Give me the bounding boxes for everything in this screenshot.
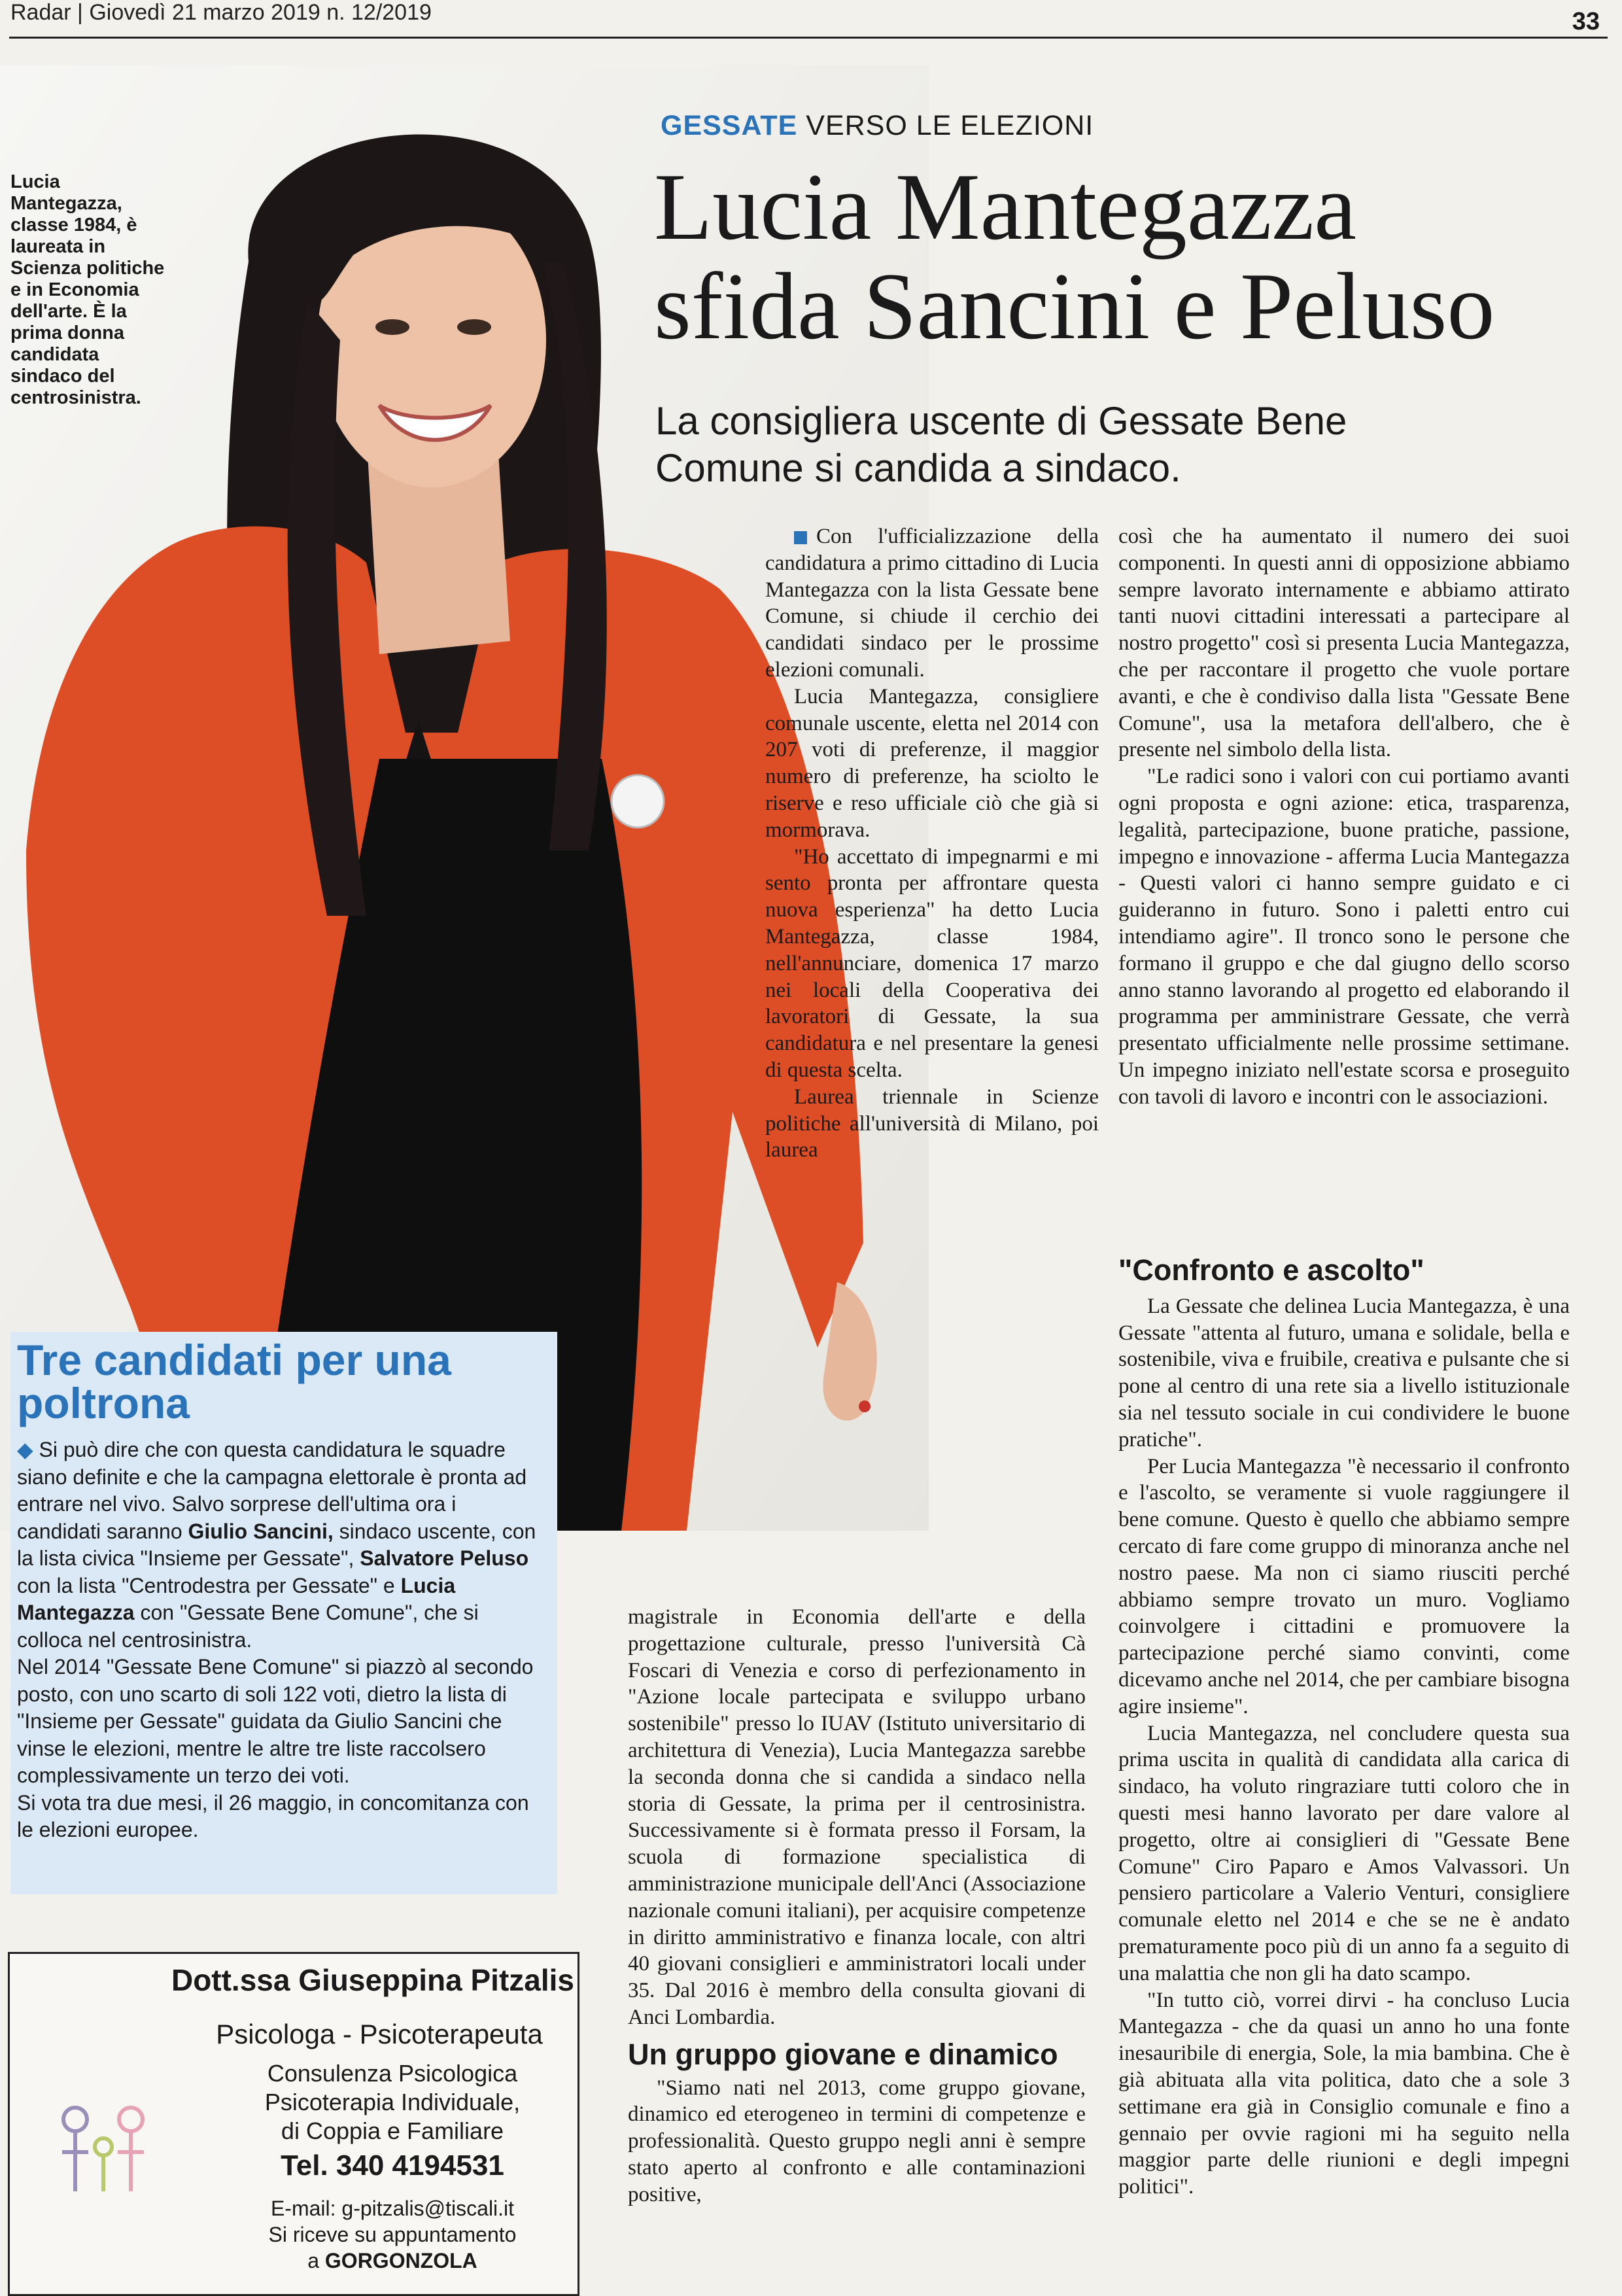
subhead-line-2: Comune si candida a sindaco.: [655, 446, 1181, 490]
article-paragraph: "Le radici sono i valori con cui portiamo avanti ogni proposta e ogni azione: etica, trasparenza, legalità, partecipazione, buone pratiche, passione, impegno e innovazione - afferma Lucia Mantegazza - Questi valori ci hanno sempre guidato e ci guideranno in futuro. Sono i paletti entro cui intendiamo agire". Il tronco sono le persone che formano il gruppo e che dal giugno dello scorso anno stanno lavorando al progetto ed elaborando il programma per amministrare Gessate, che verrà presentato ufficialmente nelle prossime settimane. Un impegno iniziato nell'estate scorsa e proseguito con tavoli di lavoro e incontri con le associazioni.: [1118, 765, 1570, 1109]
article-paragraph: magistrale in Economia dell'arte e della progettazione culturale, presso l'università Cà Foscari di Venezia e corso di perfezionamento in "Azione locale partecipata e sviluppo urbano sostenibile" presso lo IUAV (Istituto universitario di architettura di Venezia), Lucia Mantegazza sarebbe la seconda donna che si candida a sindaco nella storia di Gessate, la prima per il centrosinistra. Successivamente si è formata presso il Forsam, la scuola di formazione specialistica di amministrazione municipale dell'Anci (Associazione nazionale comuni italiani), per acquisire competenze in diritto amministrativo e finanza locale, con altri 40 giovani consiglieri e amministratori locali under 35. Dal 2016 è membro della consulta giovani di Anci Lombardia.: [628, 1605, 1086, 2029]
article-paragraph: Laurea triennale in Scienze politiche all'università di Milano, poi laurea: [765, 1085, 1099, 1162]
diamond-bullet-icon: ◆: [17, 1438, 33, 1461]
article-kicker: [661, 110, 1094, 142]
article-paragraph: così che ha aumentato il numero dei suoi componenti. In questi anni di opposizione abbiamo sempre lavorato internamente e abbiamo attirato tanti nuovi cittadini interessati a partecipare al nostro progetto" così si presenta Lucia Mantegazza, che per raccontare il progetto che vuole portare avanti, e che è condiviso dalla lista "Gessate Bene Comune", usa la metafora dell'albero, che è presente nel simbolo della lista.: [1118, 525, 1570, 762]
ad-doctor-name: Dott.ssa Giuseppina Pitzalis: [171, 1963, 575, 1997]
sidebar-paragraph: Nel 2014 "Gessate Bene Comune" si piazzò al secondo posto, con uno scarto di soli 122 voti, dietro la lista di "Insieme per Gessate" guidata da Giulio Sancini che vinse le elezioni, mentre le altre tre liste raccolsero complessivamente un terzo dei voti.: [17, 1655, 534, 1787]
candidate-name: Giulio Sancini,: [188, 1519, 334, 1543]
article-subhead: [655, 398, 1571, 492]
article-headline: [654, 154, 1609, 359]
family-logo-icon: [46, 2093, 164, 2211]
square-bullet-icon: [794, 531, 807, 544]
candidate-name: Lucia Mantegazza: [17, 1573, 456, 1624]
section-heading: Un gruppo giovane e dinamico: [628, 2037, 1058, 2071]
ad-city: a GORGONZOLA: [307, 2249, 477, 2272]
article-paragraph: La Gessate che delinea Lucia Mantegazza, è una Gessate "attenta al futuro, umana e solidale, bella e sostenibile, viva e fruibile, creativa e pulsante che si pone al centro di una rete sia a livello istituzionale sia nel tessuto sociale in cui condividere le buone pratiche".: [1118, 1294, 1570, 1452]
sidebar-paragraph: Si vota tra due mesi, il 26 maggio, in concomitanza con le elezioni europee.: [17, 1790, 529, 1841]
article-paragraph: "Siamo nati nel 2013, come gruppo giovane, dinamico ed eterogeneo in termini di competenze e professionalità. Questo gruppo negli anni è sempre stato aperto al confronto e alle contaminazioni positive,: [628, 2076, 1086, 2206]
article-paragraph: Con l'ufficializzazione della candidatura a primo cittadino di Lucia Mantegazza con la lista Gessate bene Comune, si chiude il cerchio dei candidati sindaco per le prossime elezioni comunali.: [765, 525, 1099, 682]
page-number: 33: [1572, 8, 1600, 35]
section-heading: "Confronto e ascolto": [1118, 1253, 1424, 1287]
ad-service: di Coppia e Familiare: [281, 2117, 504, 2144]
article-column-1: [765, 523, 1099, 1164]
article-paragraph: "Ho accettato di impegnarmi e mi sento pronta per affrontare questa nuova esperienza" ha detto Lucia Mantegazza, classe 1984, nell'annunciare, domenica 17 marzo nei locali della Cooperativa dei lavoratori di Gessate, la sua candidatura e nel presentare la genesi di questa scelta.: [765, 844, 1099, 1082]
sidebar-paragraph: ◆ Si può dire che con questa candidatura le squadre siano definite e che la campagna elettorale è pronta ad entrare nel vivo. Salvo sorprese dell'ultima ora i candidati saranno Giulio Sancini, sindaco uscente, con la lista civica "Insieme per Gessate", Salvatore Peluso con la lista "Centrodestra per Gessate" e Lucia Mantegazza con "Gessate Bene Comune", che si colloca nel centrosinistra.: [17, 1438, 536, 1652]
headline-line-1: Lucia Mantegazza: [654, 154, 1357, 260]
ad-phone: Tel. 340 4194531: [281, 2149, 504, 2182]
article-paragraph: Lucia Mantegazza, consigliere comunale uscente, eletta nel 2014 con 207 voti di preferenze, il maggior numero di preferenze, ha sciolto le riserve e reso ufficiale ciò che già si mormorava.: [765, 684, 1099, 842]
ad-email: E-mail: g-pitzalis@tiscali.it: [270, 2197, 515, 2220]
ad-appointment: Si riceve su appuntamento: [268, 2223, 517, 2246]
photo-caption: Lucia Mantegazza, classe 1984, è laureata in Scienza politiche e in Economia dell'arte. È la prima donna candidata sindaco del centrosinistra.: [10, 171, 165, 408]
ad-service: Consulenza Psicologica: [267, 2060, 518, 2087]
ad-service: Psicoterapia Individuale,: [264, 2089, 521, 2115]
article-paragraph: "In tutto ciò, vorrei dirvi - ha concluso Lucia Mantegazza - che da quasi un anno ho una fonte inesauribile di energia, Sole, la mia bambina. Che è già abituata alla vita politica, dato che a sole 3 settimane era già in Consiglio comunale e fino a gennaio per ovvie ragioni mi ha seguito nella maggior parte delle riunioni e degli impegni politici".: [1118, 1988, 1570, 2199]
ad-services: [235, 2059, 549, 2146]
kicker-topic: VERSO LE ELEZIONI: [806, 110, 1094, 141]
kicker-town: GESSATE: [661, 110, 798, 141]
candidate-name: Salvatore Peluso: [360, 1546, 529, 1570]
subhead-line-1: La consigliera uscente di Gessate Bene: [655, 399, 1347, 443]
article-column-2: [1118, 523, 1570, 1111]
sidebar-text: [17, 1436, 544, 1844]
article-column-2-lower: [1118, 1253, 1570, 2200]
header-rule: [9, 37, 1608, 39]
running-head: Radar | Giovedì 21 marzo 2019 n. 12/2019: [10, 0, 432, 25]
headline-line-2: sfida Sancini e Peluso: [654, 253, 1495, 359]
article-paragraph: Per Lucia Mantegazza "è necessario il confronto e l'ascolto, se veramente si vuole raggiungere il bene comune. Questo è quello che abbiamo sempre cercato di fare come gruppo di minoranza anche nel nostro paese. Ma non ci siamo riusciti perché abbiamo sempre trovato un muro. Vogliamo coinvolgere i cittadini e promuovere la partecipazione perché siamo convinti, come dicevamo anche nel 2014, che per cambiare bisogna agire insieme".: [1118, 1454, 1570, 1718]
article-column-1-lower: [628, 1604, 1086, 2208]
ad-contact: [235, 2195, 549, 2274]
ad-role: Psicologa - Psicoterapeuta: [216, 2019, 543, 2049]
article-paragraph: Lucia Mantegazza, nel concludere questa sua prima uscita in qualità di candidata alla carica di sindaco, ha voluto ringraziare tutti coloro che in questi mesi hanno lavorato per dare valore al progetto, oltre ai consiglieri di "Gessate Bene Comune" Ciro Paparo e Amos Valvassori. Un pensiero particolare a Valerio Venturi, consigliere comunale eletto nel 2014 e che se ne è andato prematuramente poco più di un anno fa a seguito di una malattia che non gli ha dato scampo.: [1118, 1721, 1570, 1985]
sidebar-title: Tre candidati per una poltrona: [17, 1336, 451, 1427]
